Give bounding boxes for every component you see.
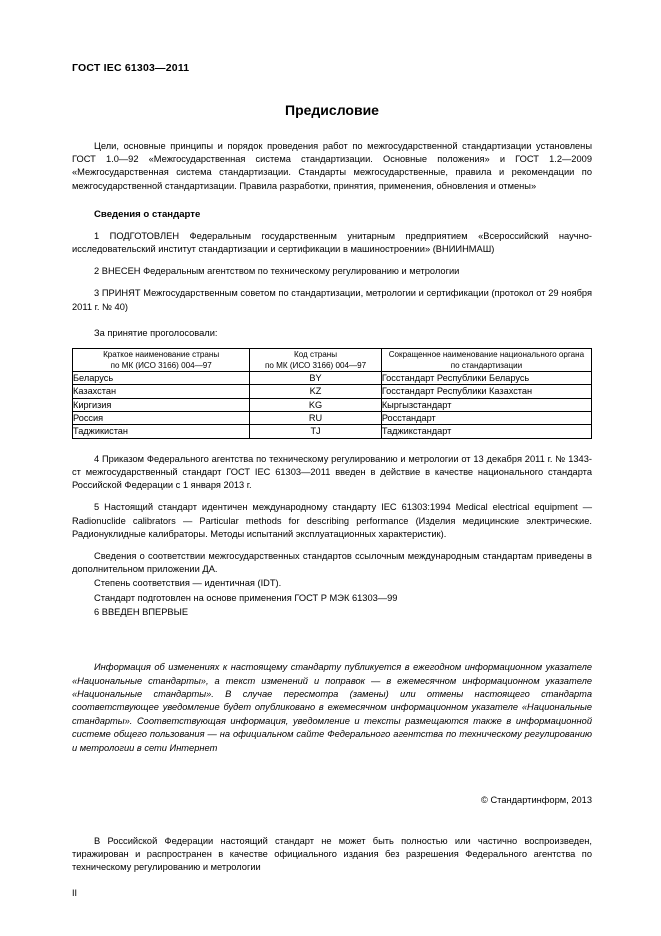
table-row	[73, 385, 592, 398]
cell-country: Казахстан	[73, 385, 250, 398]
degree-of-correspondence: Степень соответствия — идентичная (IDT).	[94, 578, 282, 589]
table-header-code	[250, 348, 382, 371]
clause-1-text: 1 ПОДГОТОВЛЕН Федеральным государственным унитарным предприятием «Всероссийский научно-исследовательский институт стандартизации и сертификации в машиностроении» (ВНИИНМАШ)	[72, 230, 592, 255]
clause-5	[72, 501, 592, 541]
clause-4-text: 4 Приказом Федерального агентства по техническому регулированию и метрологии от 13 декабря 2011 г. № 1343-ст межгосударственный стандарт ГОСТ IEC 61303—2011 введен в действие в качестве национального стандарта Российской Федерации с 1 января 2013 г.	[72, 453, 592, 491]
cell-code: RU	[250, 412, 382, 425]
reference-note: Сведения о соответствии межгосударственных стандартов ссылочным международным стандартам приведены в дополнительном приложении ДА.	[72, 551, 592, 575]
vote-line: За принятие проголосовали:	[94, 327, 218, 338]
reproduction-notice-text: В Российской Федерации настоящий стандарт не может быть полностью или частично воспроизведен, тиражирован и распространен в качестве официального издания без разрешения Федерального агентства по техническому регулированию и метрологии	[72, 835, 592, 873]
table-header-country	[73, 348, 250, 371]
page-number: II	[72, 888, 78, 898]
table-header-body	[381, 348, 591, 371]
table-header-code-line1: Код страны	[294, 349, 338, 359]
intro-paragraph	[72, 140, 592, 193]
cell-body: Таджикстандарт	[381, 425, 591, 438]
clause-2	[72, 265, 592, 278]
amendment-notice-text: Информация об изменениях к настоящему стандарту публикуется в ежегодном информационном указателе «Национальные стандарты», а текст изменений и поправок — в ежемесячном информационном указателе «Национальные стандарты». В случае пересмотра (замены) или отмены настоящего стандарта соответствующее уведомление будет опубликовано в ежемесячном информационном указателе «Национальные стандарты». Соответствующая информация, уведомление и тексты размещаются также в информационной системе общего пользования — на официальном сайте Федерального агентства по техническому регулированию и метрологии в сети Интернет	[72, 662, 592, 753]
cell-code: KZ	[250, 385, 382, 398]
clauses-after-table	[72, 453, 592, 619]
intro-text: Цели, основные принципы и порядок проведения работ по межгосударственной стандартизации установлены ГОСТ 1.0—92 «Межгосударственная система стандартизации. Основные положения» и ГОСТ 1.2—2009 «Межгосударственная система стандартизации. Стандарты межгосударственные, правила и рекомендации по межгосударственной стандартизации. Правила разработки, принятия, применения, обновления и отмены»	[72, 141, 592, 191]
table-row	[73, 425, 592, 438]
section-heading-standard-info: Сведения о стандарте	[94, 208, 201, 220]
table-row	[73, 371, 592, 384]
cell-country: Россия	[73, 412, 250, 425]
clause-3	[72, 287, 592, 313]
cell-country: Беларусь	[73, 371, 250, 384]
table-header-row	[73, 348, 592, 371]
page-title: Предисловие	[285, 102, 379, 118]
based-on-note: Стандарт подготовлен на основе применения ГОСТ Р МЭК 61303—99	[94, 592, 398, 603]
table-header-country-line1: Краткое наименование страны	[103, 349, 220, 359]
copyright-line: © Стандартинформ, 2013	[481, 794, 592, 805]
cell-country: Киргизия	[73, 398, 250, 411]
clause-5-text: 5 Настоящий стандарт идентичен международному стандарту IEC 61303:1994 Medical electrical equipment — Radionuclide calibrators — Particular methods for describing performance (Изделия медицинские электрические. Радионуклидные калибраторы. Методы испытаний эксплуатационных характеристик).	[72, 502, 592, 539]
reproduction-notice	[72, 835, 592, 875]
cell-body: Кыргызстандарт	[381, 398, 591, 411]
amendment-notice	[72, 661, 592, 755]
cell-code: TJ	[250, 425, 382, 438]
document-standard-number: ГОСТ IEC 61303—2011	[72, 62, 190, 74]
cell-code: KG	[250, 398, 382, 411]
clause-3-text: 3 ПРИНЯТ Межгосударственным советом по стандартизации, метрологии и сертификации (протокол от 29 ноября 2011 г. № 40)	[72, 288, 592, 312]
clause-2-text: 2 ВНЕСЕН Федеральным агентством по техническому регулированию и метрологии	[94, 266, 460, 277]
cell-country: Таджикистан	[73, 425, 250, 438]
cell-body: Госстандарт Республики Беларусь	[381, 371, 591, 384]
table-header-body-line2: по стандартизации	[450, 360, 523, 370]
cell-body: Госстандарт Республики Казахстан	[381, 385, 591, 398]
cell-body: Росстандарт	[381, 412, 591, 425]
table-header-country-line2: по МК (ИСО 3166) 004—97	[110, 360, 212, 370]
page-content	[72, 62, 592, 877]
table-row	[73, 412, 592, 425]
clause-1	[72, 230, 592, 256]
cell-code: BY	[250, 371, 382, 384]
table-header-body-line1: Сокращенное наименование национального органа	[388, 349, 585, 359]
table-row	[73, 398, 592, 411]
clause-4	[72, 453, 592, 493]
table-header-code-line2: по МК (ИСО 3166) 004—97	[264, 360, 367, 370]
clause-6-text: 6 ВВЕДЕН ВПЕРВЫЕ	[94, 606, 189, 617]
country-table	[72, 348, 592, 439]
